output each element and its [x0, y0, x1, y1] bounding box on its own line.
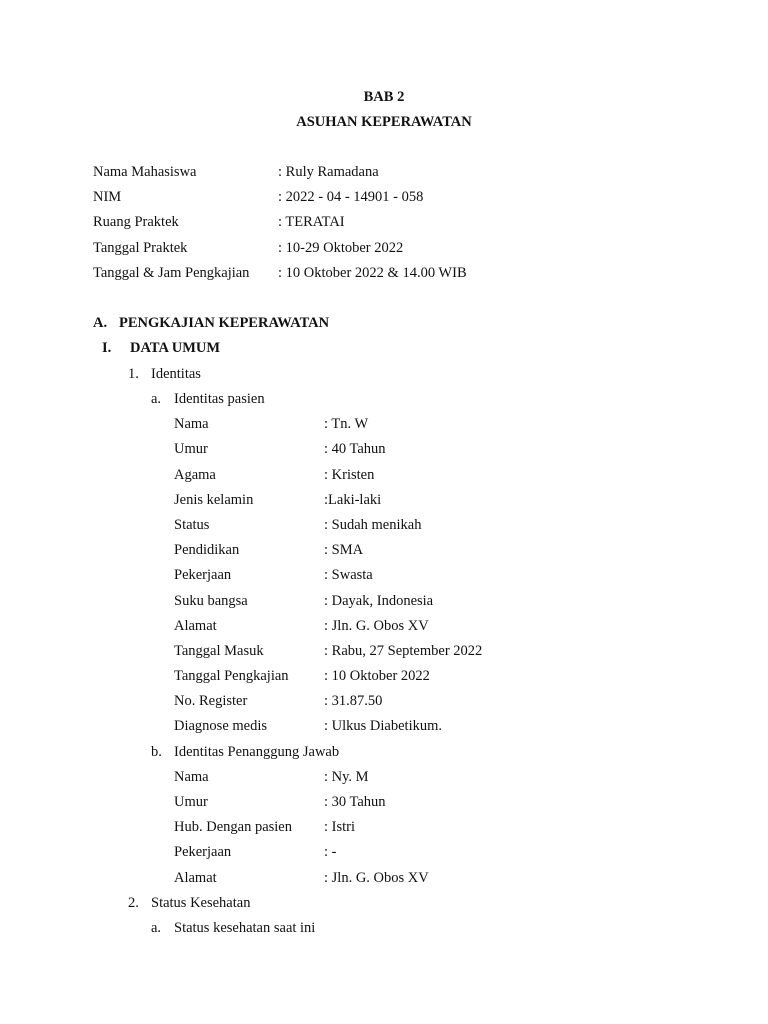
- section-a-marker: A.: [93, 315, 108, 331]
- patient-value: :Laki-laki: [324, 492, 382, 508]
- guardian-label: Alamat: [174, 870, 217, 886]
- patient-value: : Kristen: [324, 467, 375, 483]
- item-1-marker: 1.: [128, 366, 139, 382]
- patient-value: : 10 Oktober 2022: [324, 668, 430, 684]
- patient-label: Jenis kelamin: [174, 492, 254, 508]
- chapter-heading: BAB 2: [363, 89, 405, 105]
- patient-value: : Sudah menikah: [324, 517, 422, 533]
- item-1b-marker: b.: [151, 744, 162, 760]
- patient-value: : Ulkus Diabetikum.: [324, 718, 443, 734]
- patient-label: Pekerjaan: [174, 567, 232, 583]
- patient-value: : Dayak, Indonesia: [324, 593, 434, 609]
- patient-label: Diagnose medis: [174, 718, 268, 734]
- patient-value: : Tn. W: [324, 416, 369, 432]
- patient-label: Umur: [174, 441, 208, 457]
- guardian-value: : Ny. M: [324, 769, 369, 785]
- patient-label: Agama: [174, 467, 216, 483]
- item-1-title: Identitas: [151, 366, 201, 382]
- patient-label: Pendidikan: [174, 542, 240, 558]
- patient-label: Tanggal Masuk: [174, 643, 264, 659]
- patient-label: Status: [174, 517, 210, 533]
- section-a-title: PENGKAJIAN KEPERAWATAN: [119, 315, 330, 331]
- patient-value: : SMA: [324, 542, 364, 558]
- patient-label: Suku bangsa: [174, 593, 248, 609]
- guardian-value: : Jln. G. Obos XV: [324, 870, 429, 886]
- field-label: Nama Mahasiswa: [93, 164, 197, 180]
- section-i-title: DATA UMUM: [130, 340, 221, 356]
- document-title: ASUHAN KEPERAWATAN: [296, 114, 472, 130]
- section-i-marker: I.: [102, 340, 112, 356]
- item-2a-marker: a.: [151, 920, 162, 936]
- item-1a-title: Identitas pasien: [174, 391, 265, 407]
- patient-value: : Rabu, 27 September 2022: [324, 643, 483, 659]
- patient-label: Alamat: [174, 618, 217, 634]
- patient-value: : Jln. G. Obos XV: [324, 618, 429, 634]
- field-value: : 10-29 Oktober 2022: [278, 240, 404, 256]
- patient-value: : 40 Tahun: [324, 441, 386, 457]
- field-value: : Ruly Ramadana: [278, 164, 379, 180]
- guardian-label: Nama: [174, 769, 209, 785]
- field-label: Tanggal & Jam Pengkajian: [93, 265, 250, 281]
- field-label: NIM: [93, 189, 122, 205]
- guardian-label: Hub. Dengan pasien: [174, 819, 292, 835]
- item-2a-title: Status kesehatan saat ini: [174, 920, 316, 936]
- patient-label: Nama: [174, 416, 209, 432]
- field-label: Tanggal Praktek: [93, 240, 188, 256]
- item-2-marker: 2.: [128, 895, 139, 911]
- item-2-title: Status Kesehatan: [151, 895, 251, 911]
- patient-label: Tanggal Pengkajian: [174, 668, 289, 684]
- item-1b-title: Identitas Penanggung Jawab: [174, 744, 340, 760]
- guardian-value: : 30 Tahun: [324, 794, 386, 810]
- field-value: : TERATAI: [278, 214, 345, 230]
- field-value: : 2022 - 04 - 14901 - 058: [278, 189, 424, 205]
- guardian-label: Pekerjaan: [174, 844, 232, 860]
- patient-value: : 31.87.50: [324, 693, 383, 709]
- field-label: Ruang Praktek: [93, 214, 179, 230]
- patient-value: : Swasta: [324, 567, 373, 583]
- field-value: : 10 Oktober 2022 & 14.00 WIB: [278, 265, 467, 281]
- guardian-value: : -: [324, 844, 337, 860]
- guardian-value: : Istri: [324, 819, 356, 835]
- guardian-label: Umur: [174, 794, 208, 810]
- item-1a-marker: a.: [151, 391, 162, 407]
- patient-label: No. Register: [174, 693, 248, 709]
